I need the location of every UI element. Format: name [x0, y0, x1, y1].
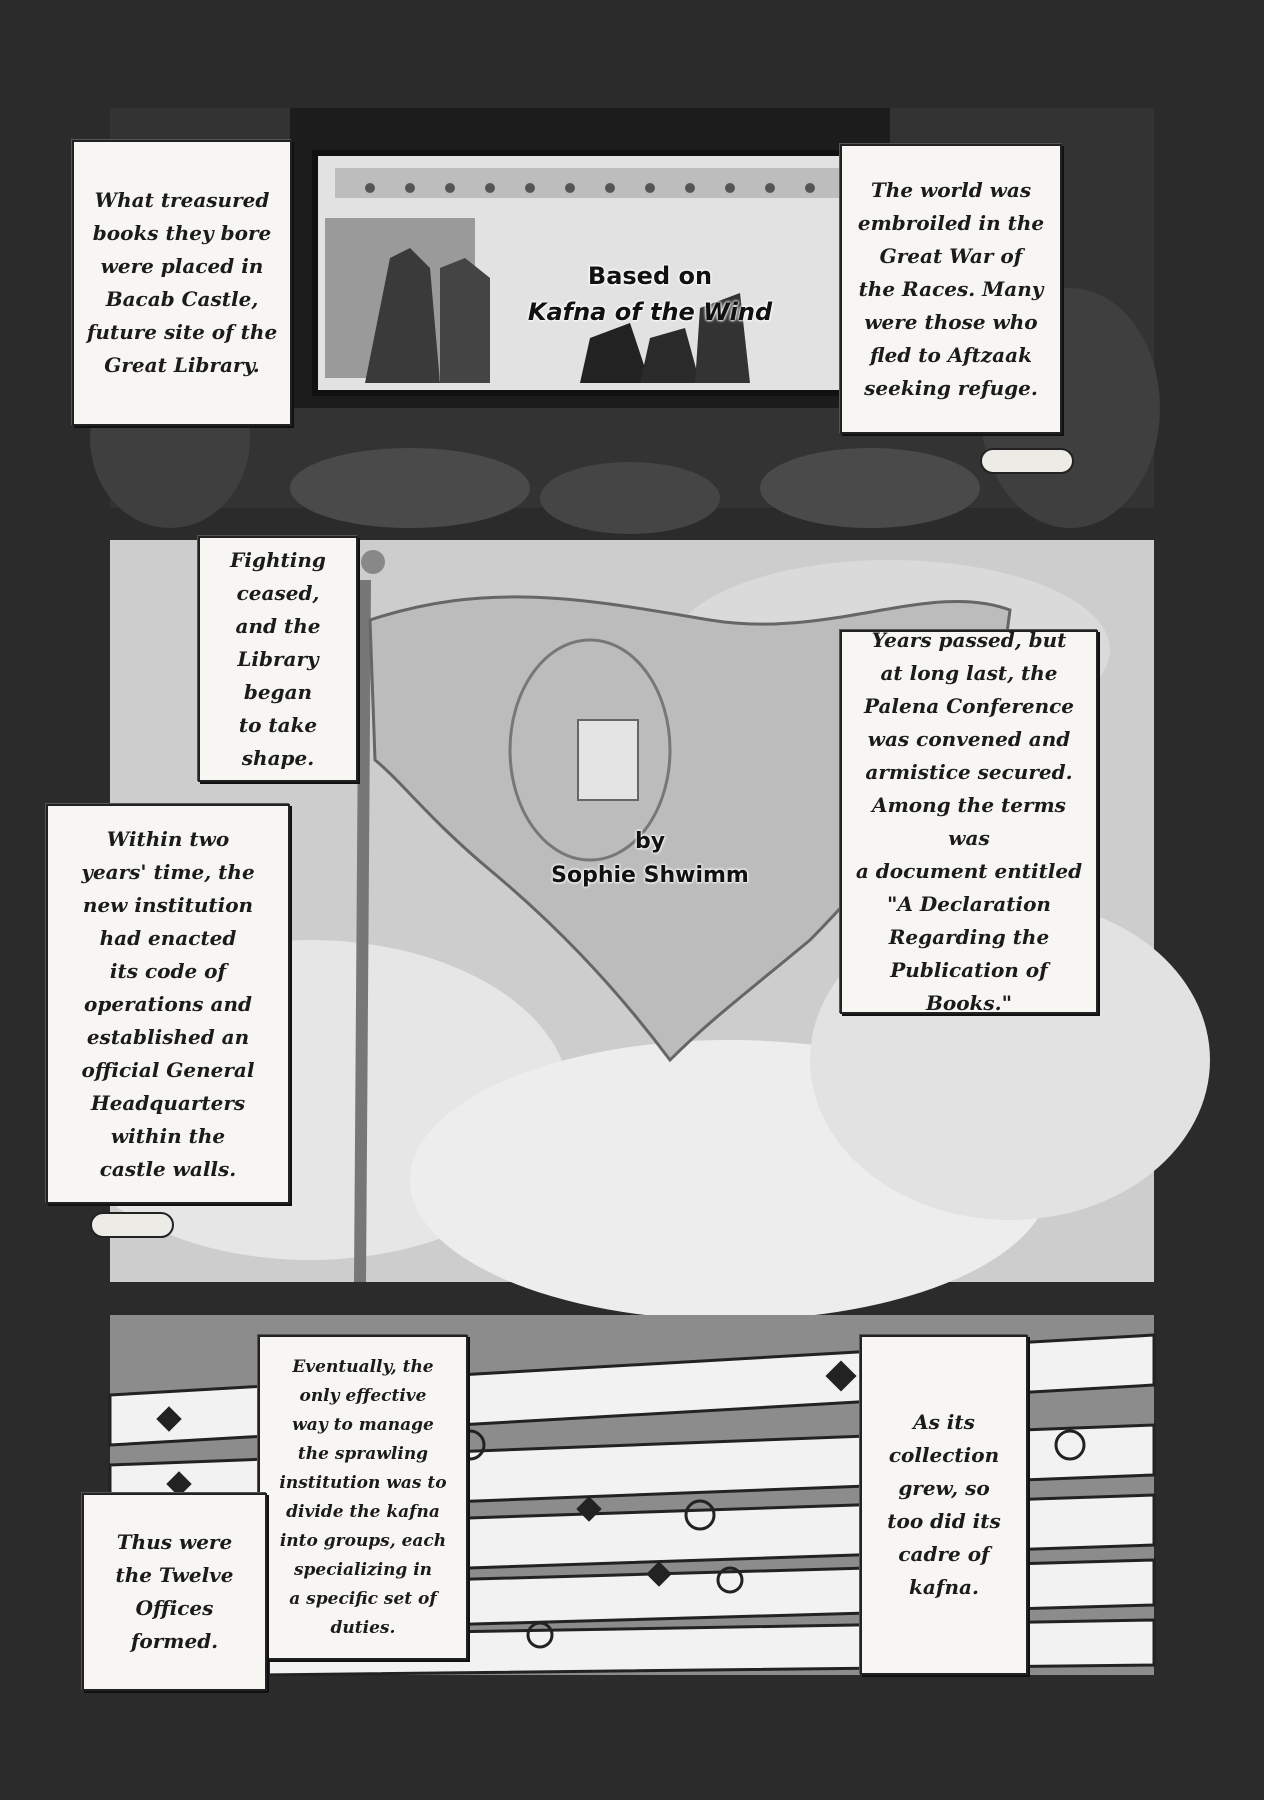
caption-line: established an — [86, 1024, 250, 1049]
caption-line: Bacab Castle, — [105, 287, 259, 311]
caption-line: Fighting — [230, 547, 326, 572]
caption-line: formed. — [130, 1629, 219, 1653]
caption-line: Thus were — [116, 1530, 233, 1554]
caption-line: kafna. — [909, 1575, 979, 1599]
caption-line: What treasured — [94, 188, 270, 212]
caption-line: had enacted — [99, 925, 237, 950]
caption-line: within the — [110, 1123, 226, 1148]
caption-line: too did its — [887, 1509, 1001, 1533]
caption-eventually — [258, 1335, 468, 1660]
caption-line: specializing in — [293, 1559, 433, 1580]
caption-line: only effective — [299, 1385, 427, 1406]
caption-line: a document entitled — [855, 859, 1083, 883]
credit-author-name: Sophie Shwimm — [551, 863, 749, 888]
caption-line: the sprawling — [297, 1443, 429, 1464]
caption-two-years — [46, 804, 290, 1204]
caption-palena-conference — [840, 630, 1098, 1014]
caption-line: Books." — [925, 991, 1013, 1015]
caption-line: shape. — [241, 745, 315, 770]
credit-based-on-label: Based on — [587, 262, 713, 290]
credit-by-label: by — [634, 829, 666, 854]
caption-great-war — [840, 144, 1062, 434]
caption-line: Regarding the — [888, 925, 1050, 949]
caption-line: The world was — [870, 177, 1032, 202]
caption-collection-grew — [860, 1335, 1028, 1675]
caption-line: into groups, each — [279, 1530, 447, 1551]
caption-line: to take — [238, 712, 318, 737]
scroll-tail — [980, 448, 1074, 474]
caption-twelve-offices — [82, 1493, 267, 1691]
caption-line: were placed in — [100, 254, 264, 278]
caption-line: embroiled in the — [857, 210, 1045, 235]
credit-original-title: Kafna of the Wind — [527, 298, 773, 326]
caption-line: "A Declaration — [887, 892, 1051, 916]
panel-flag — [81, 540, 1154, 1282]
caption-line: official General — [81, 1057, 255, 1082]
caption-line: a specific set of — [289, 1588, 437, 1609]
caption-treasured-books — [72, 140, 292, 426]
caption-line: Great War of — [879, 243, 1023, 268]
caption-fighting-ceased — [198, 536, 358, 782]
caption-line: and the — [235, 613, 321, 638]
caption-line: armistice secured. — [865, 760, 1073, 784]
caption-line: future site of the — [86, 320, 278, 344]
credit-author — [500, 825, 800, 893]
caption-line: the Twelve — [115, 1563, 234, 1587]
caption-line: seeking refuge. — [864, 375, 1038, 400]
caption-line: Years passed, but — [871, 628, 1067, 652]
caption-line: were those who — [864, 309, 1038, 334]
caption-line: castle walls. — [99, 1156, 237, 1181]
caption-line: books they bore — [92, 221, 272, 245]
caption-line: Palena Conference — [863, 694, 1075, 718]
caption-line: at long last, the — [880, 661, 1058, 685]
caption-line: way to manage — [292, 1414, 434, 1435]
caption-line: its code of — [109, 958, 227, 983]
caption-line: divide the kafna — [286, 1501, 440, 1522]
caption-line: new institution — [82, 892, 254, 917]
caption-line: collection — [888, 1443, 1000, 1467]
caption-line: Publication of — [890, 958, 1048, 982]
credit-based-on — [490, 258, 810, 330]
caption-line: Great Library. — [104, 353, 260, 377]
caption-line: Eventually, the — [292, 1356, 434, 1377]
caption-line: duties. — [330, 1617, 396, 1638]
caption-line: fled to Aftzaak — [870, 342, 1032, 367]
panel-theater — [86, 108, 1154, 508]
caption-line: Within two — [106, 826, 230, 851]
scroll-tail — [90, 1212, 174, 1238]
caption-line: As its — [913, 1410, 975, 1434]
caption-line: Library — [237, 646, 319, 671]
caption-line: cadre of — [898, 1542, 990, 1566]
caption-line: ceased, — [236, 580, 320, 605]
caption-line: Headquarters — [90, 1090, 246, 1115]
caption-line: was convened and — [867, 727, 1071, 751]
caption-line: the Races. Many — [858, 276, 1044, 301]
caption-line: Offices — [135, 1596, 214, 1620]
caption-line: Among the terms was — [872, 793, 1066, 850]
caption-line: grew, so — [898, 1476, 990, 1500]
caption-line: operations and — [84, 991, 252, 1016]
caption-line: institution was to — [279, 1472, 447, 1493]
caption-line: began — [243, 679, 313, 704]
caption-line: years' time, the — [81, 859, 255, 884]
